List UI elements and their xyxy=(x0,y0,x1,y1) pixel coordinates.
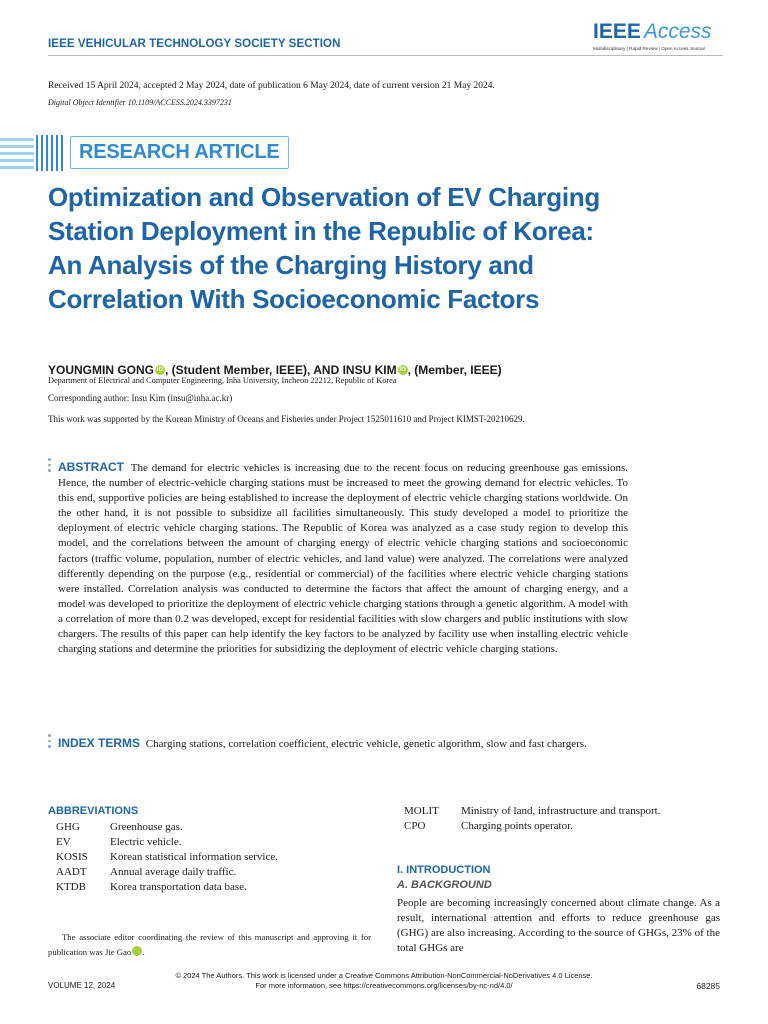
abbreviation-row xyxy=(404,819,660,834)
received-dates: Received 15 April 2024, accepted 2 May 2024, date of publication 6 May 2024, date of current version 21 May 2024. xyxy=(48,81,495,91)
abbreviation-definition: Ministry of land, infrastructure and transport. xyxy=(461,805,661,817)
abbreviation-term: GHG xyxy=(56,821,80,833)
section-label: IEEE VEHICULAR TECHNOLOGY SOCIETY SECTION xyxy=(48,38,341,50)
abbreviation-row xyxy=(404,804,660,819)
index-terms-dots-icon xyxy=(48,734,51,751)
index-terms-heading: INDEX TERMS xyxy=(58,736,141,750)
logo-tagline: Multidisciplinary | Rapid Review | Open Access Journal xyxy=(593,46,705,51)
introduction-text: People are becoming increasingly concerned about climate change. As a result, international attention and efforts to reduce greenhouse gas (GHG) are also increasing. According to the source of GHGs, 23% of the total GHGs are xyxy=(397,897,720,955)
doi: Digital Object Identifier 10.1109/ACCESS.2024.3397231 xyxy=(48,98,232,107)
editor-note: The associate editor coordinating the review of this manuscript and approving it for publication was Jie Gao iD. xyxy=(48,932,371,958)
abbreviation-row xyxy=(56,865,278,880)
abbreviation-term: KTDB xyxy=(56,881,86,894)
abbreviation-term: EV xyxy=(56,836,71,849)
abbreviation-definition: Annual average daily traffic. xyxy=(110,866,237,879)
abbreviations-list-left xyxy=(56,820,278,895)
editor-note-text: The associate editor coordinating the review of this manuscript and approving it for publication was Jie Gao xyxy=(48,932,371,958)
abstract-text: The demand for electric vehicles is increasing due to the recent focus on reducing greenhouse gas emissions. Hence, the number of electric-vehicle charging stations must be increased to meet the growing demand for electric vehicles. To this end, supportive policies are being established to increase the deployment of electric vehicle charging stations worldwide. On the other hand, it is not possible to subsidize all facilities simultaneously. This study developed a model to prioritize the deployment of electric vehicle charging stations. The Republic of Korea was analyzed as a case study region to develop this model, and the correlations between the amount of charging energy of electric vehicle charging stations and socioeconomic factors (traffic volume, population, number of electric vehicles, and land value) were analyzed. The correlations were analyzed differently depending on the purpose (e.g., residential or commercial) of the facilities where electric vehicle charging stations were installed. Correlation analysis was conducted to determine the factors that affect the amount of charging energy, and a model was developed to prioritize the deployment of electric vehicle charging stations through a genetic algorithm. A model with a correlation of more than 0.2 was developed, except for residential facilities with slow chargers and public institutions with slow chargers. The results of this paper can help identify the key factors to be analyzed by facility use when installing electric vehicle charging stations and determine the priorities for subsidizing the deployment of electric vehicle charging stations. xyxy=(58,462,628,656)
abbreviation-row xyxy=(56,880,278,895)
ieee-access-logo xyxy=(593,20,723,51)
abbreviation-definition: Electric vehicle. xyxy=(110,836,182,849)
abbreviations-list-right xyxy=(404,804,660,834)
abbreviation-term: CPO xyxy=(404,820,426,833)
license-line-1: © 2024 The Authors. This work is licensed under a Creative Commons Attribution-NonCommercial-NoDerivatives 4.0 License. xyxy=(175,971,593,980)
index-terms-text: Charging stations, correlation coefficient, electric vehicle, genetic algorithm, slow and fast chargers. xyxy=(145,738,587,750)
abbreviation-term: MOLIT xyxy=(404,805,439,817)
orcid-icon[interactable]: iD xyxy=(156,366,164,373)
abstract-heading: ABSTRACT xyxy=(58,460,124,474)
orcid-icon[interactable]: iD xyxy=(132,946,142,956)
index-terms xyxy=(58,736,633,752)
abbreviation-definition: Korea transportation data base. xyxy=(110,881,247,894)
orcid-icon[interactable]: iD xyxy=(399,366,406,373)
abstract xyxy=(58,460,628,657)
abbreviation-definition: Greenhouse gas. xyxy=(110,821,183,833)
abbreviations-heading: ABBREVIATIONS xyxy=(48,805,139,817)
logo-ieee-text: IEEE xyxy=(593,20,641,43)
volume-label: VOLUME 12, 2024 xyxy=(48,981,116,990)
abstract-dots-icon xyxy=(48,458,51,475)
corresponding-author: Corresponding author: Insu Kim (insu@inha.ac.kr) xyxy=(48,393,233,403)
license-line-2[interactable]: For more information, see https://creativecommons.org/licenses/by-nc-nd/4.0/ xyxy=(255,981,513,990)
background-subheading: A. BACKGROUND xyxy=(397,879,492,891)
abbreviation-term: KOSIS xyxy=(56,851,88,864)
article-type-bars-icon xyxy=(0,135,68,171)
author-2-role: , (Member, IEEE) xyxy=(407,363,502,377)
author-1-name: YOUNGMIN GONG xyxy=(48,363,155,377)
abbreviation-term: AADT xyxy=(56,866,87,879)
author-line xyxy=(48,363,502,377)
author-1-role: , (Student Member, IEEE), AND xyxy=(165,363,343,377)
article-type-badge: RESEARCH ARTICLE xyxy=(70,136,289,169)
abbreviation-definition: Charging points operator. xyxy=(461,820,573,833)
page-number: 68285 xyxy=(696,981,720,991)
introduction-heading: I. INTRODUCTION xyxy=(397,864,491,876)
logo-access-text: Access xyxy=(643,20,712,43)
license-note xyxy=(0,971,768,991)
funding-note: This work was supported by the Korean Ministry of Oceans and Fisheries under Project 1525011610 and Project KIMST-20210629. xyxy=(48,414,525,424)
affiliation: Department of Electrical and Computer Engineering, Inha University, Incheon 22212, Republic of Korea xyxy=(48,376,397,385)
author-2-name: INSU KIM xyxy=(342,363,397,377)
abbreviation-row xyxy=(56,835,278,850)
abbreviation-row xyxy=(56,850,278,865)
header-divider xyxy=(48,55,723,56)
paper-title: Optimization and Observation of EV Charging Station Deployment in the Republic of Korea: An Analysis of the Charging History and Correlation With Socioeconomic Factors xyxy=(48,182,600,314)
abbreviation-definition: Korean statistical information service. xyxy=(110,851,278,864)
abbreviation-row xyxy=(56,820,278,835)
